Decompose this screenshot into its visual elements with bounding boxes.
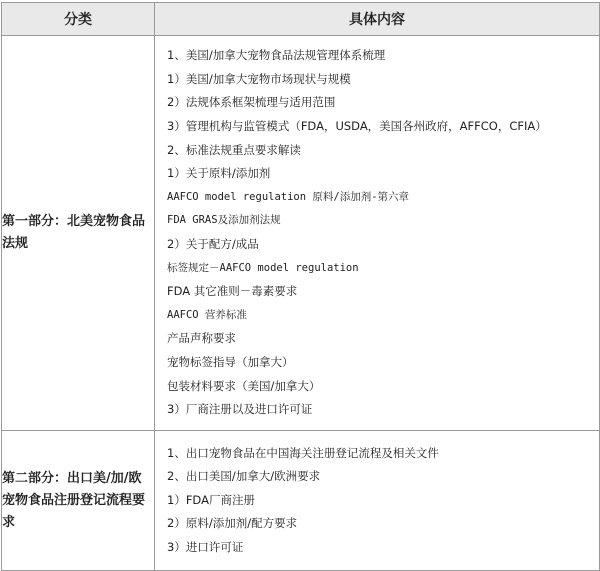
table-row bbox=[2, 36, 600, 431]
header-row bbox=[2, 3, 600, 36]
list-item: 1）关于原料/添加剂 bbox=[167, 166, 271, 181]
list-item: 2、标准法规重点要求解读 bbox=[167, 142, 301, 157]
list-item: 2）关于配方/成品 bbox=[167, 237, 259, 251]
list-item: 产品声称要求 bbox=[167, 331, 236, 346]
section-content bbox=[155, 36, 600, 431]
list-item: 2）法规体系框架梳理与适用范围 bbox=[167, 95, 336, 110]
section-category: 第一部分：北美宠物食品法规 bbox=[2, 36, 155, 431]
section-content bbox=[155, 431, 600, 571]
list-item: AAFCO 营养标准 bbox=[167, 308, 247, 321]
list-item: 3）管理机构与监管模式（FDA，USDA，美国各州政府，AFFCO，CFIA） bbox=[167, 119, 547, 134]
list-item: 2）原料/添加剂/配方要求 bbox=[167, 516, 298, 531]
regulation-table bbox=[1, 2, 600, 571]
list-item: FDA 其它准则－毒素要求 bbox=[167, 284, 298, 299]
list-item: 1、出口宠物食品在中国海关注册登记流程及相关文件 bbox=[167, 445, 439, 460]
list-item: FDA GRAS及添加剂法规 bbox=[167, 214, 281, 227]
list-item: AAFCO model regulation 原料/添加剂-第六章 bbox=[167, 190, 410, 203]
table-row bbox=[2, 431, 600, 571]
list-item: 1）FDA厂商注册 bbox=[167, 492, 255, 507]
list-item: 3）进口许可证 bbox=[167, 539, 244, 554]
list-item: 宠物标签指导（加拿大） bbox=[167, 354, 294, 369]
list-item: 2、出口美国/加拿大/欧洲要求 bbox=[167, 469, 321, 484]
list-item: 标签规定－AAFCO model regulation bbox=[167, 261, 359, 274]
list-item: 3）厂商注册以及进口许可证 bbox=[167, 402, 313, 417]
header-category: 分类 bbox=[2, 3, 155, 36]
list-item: 包装材料要求（美国/加拿大） bbox=[167, 378, 321, 393]
list-item: 1）美国/加拿大宠物市场现状与规模 bbox=[167, 71, 351, 86]
section-category: 第二部分：出口美/加/欧宠物食品注册登记流程要求 bbox=[2, 431, 155, 571]
header-content: 具体内容 bbox=[155, 3, 600, 36]
list-item: 1、美国/加拿大宠物食品法规管理体系梳理 bbox=[167, 48, 386, 63]
